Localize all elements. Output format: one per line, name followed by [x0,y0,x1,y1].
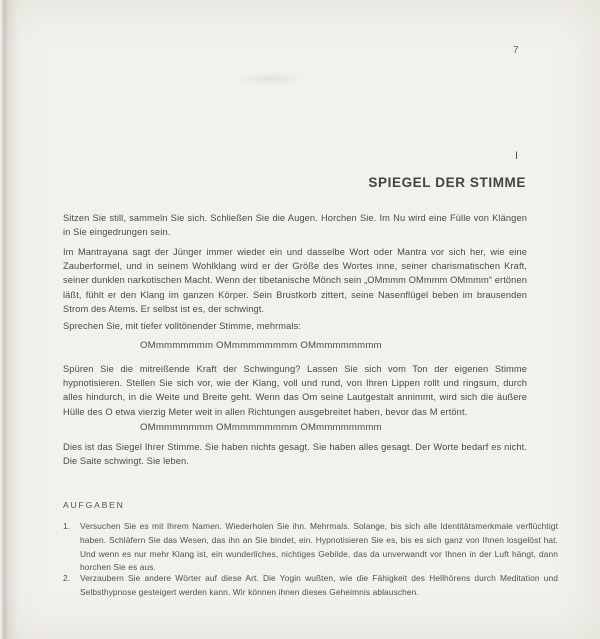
paragraph-schwingung: Spüren Sie die mitreißende Kraft der Schwingung? Lassen Sie sich vom Ton der eigenen Stimme hypnotisieren. Stellen Sie sich vor, wie der Klang, voll und rund, von Ihren Lippen rollt und ringsum, durch alles hindurch, in die Weite und Breite geht. Wenn das Om seine Lautgestalt annimmt, wird sich die äußere Hülle des O etwa vierzig Meter weit in allen Richtungen ausgebreitet haben, bevor das M ertönt. [63,364,527,417]
chapter-numeral: I [515,150,519,162]
om-mantra-line-1: OMmmmmmmm OMmmmmmmmm OMmmmmmmmm [140,340,382,351]
task-number: 2. [63,573,71,583]
chapter-title: SPIEGEL DER STIMME [368,175,526,190]
scan-gutter-shadow [0,0,18,639]
page-number: 7 [513,45,519,56]
scan-smudge [235,72,305,86]
paragraph-instruction: Sprechen Sie, mit tiefer volltönender Stimme, mehrmals: [63,321,302,331]
paragraph-mantrayana: Im Mantrayana sagt der Jünger immer wieder ein und dasselbe Wort oder Mantra vor sich her, wie eine Zauberformel, und in seinem Wohlklang wird er der Größe des Wortes inne, seiner charismatischen Kraft, seiner dunklen narkotischen Macht. Wenn der tibetanische Mönch sein „OMmmm OMmmm OMmmm“ ertönen läßt, fühlt er den Klang im ganzen Körper. Sein Brustkorb zittert, seine Nasenflügel beben im brausenden Strom des Atems. Er selbst ist es, der schwingt. [63,247,527,314]
task-text: Versuchen Sie es mit Ihrem Namen. Wiederholen Sie ihn. Mehrmals. Solange, bis sich alle Identitätsmerkmale verflüchtigt haben. Schläfern Sie das Wesen, das ihn an Sie bindet, ein. Hypnotisieren Sie es, bis es sich ganz von Ihnen losgelöst hat. Und wenn es nur mehr Klang ist, ein wunderliches, nichtiges Gebilde, das da unverwandt vor Ihnen in der Luft hängt, dann horchen Sie es aus. [80,521,558,573]
task-number: 1. [63,521,71,531]
paragraph-siegel: Dies ist das Siegel Ihrer Stimme. Sie haben nichts gesagt. Sie haben alles gesagt. Der Worte bedarf es nicht. Die Saite schwingt. Sie leben. [63,442,527,467]
task-item-1 [63,520,558,575]
om-mantra-line-2: OMmmmmmmm OMmmmmmmmm OMmmmmmmmm [140,422,382,433]
paragraph-intro: Sitzen Sie still, sammeln Sie sich. Schließen Sie die Augen. Horchen Sie. Im Nu wird eine Fülle von Klängen in Sie eingedrungen sein. [63,213,527,238]
task-item-2 [63,572,558,600]
tasks-heading: AUFGABEN [63,500,125,510]
task-text: Verzaubern Sie andere Wörter auf diese Art. Die Yogin wußten, wie die Fähigkeit des Hellhörens durch Meditation und Selbsthypnose gesteigert werden kann. Wir können ihnen dieses Geheimnis ablauschen. [80,573,558,597]
